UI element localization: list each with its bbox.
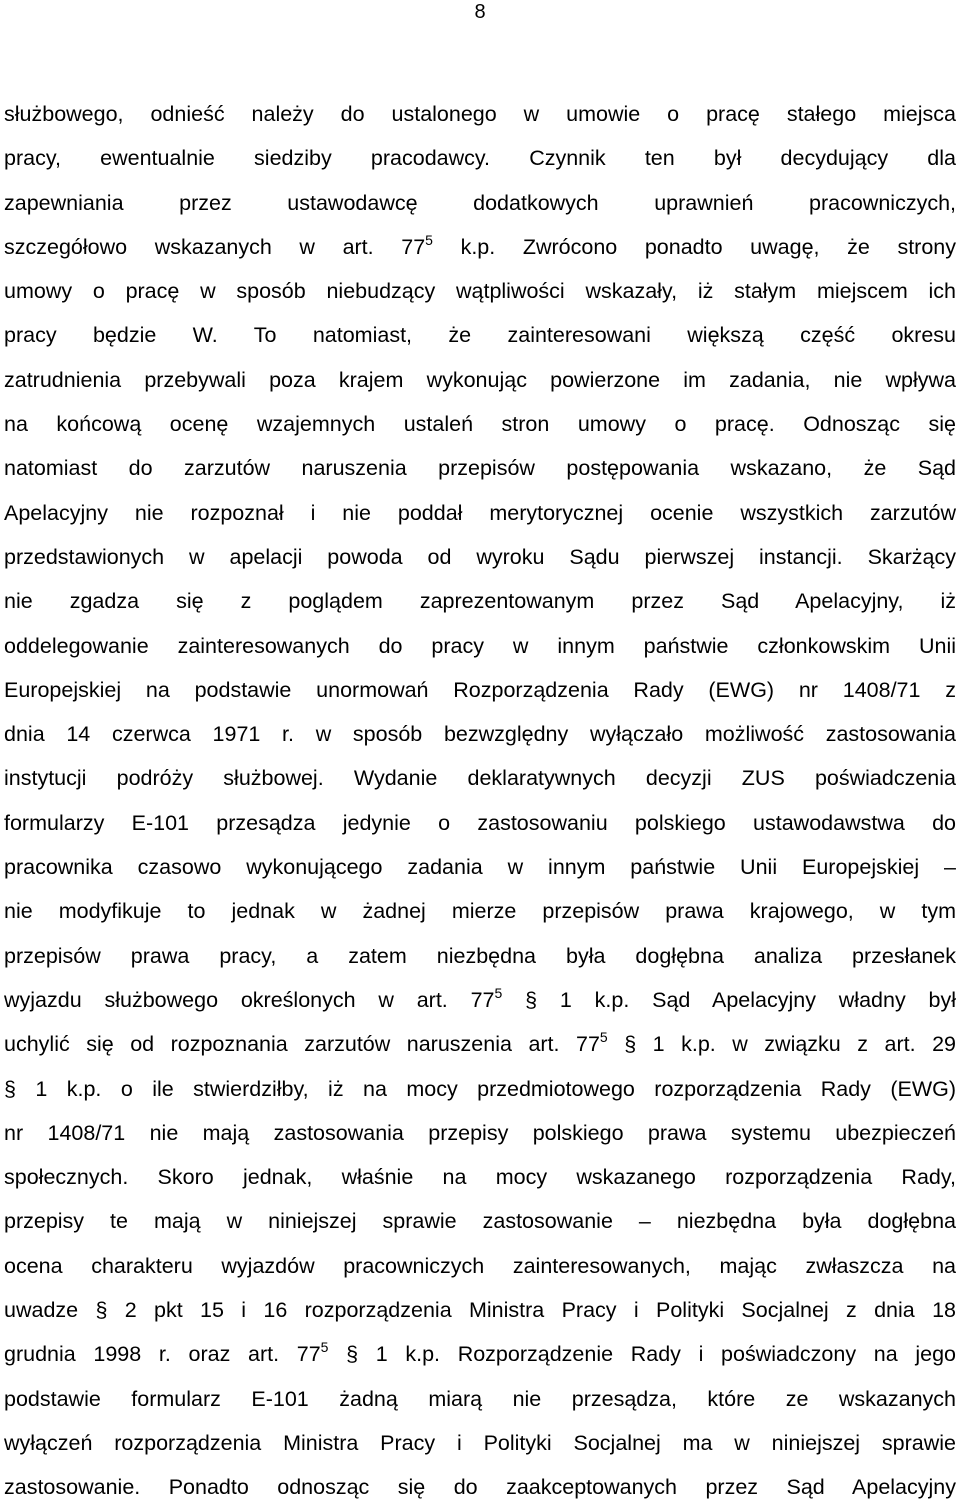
text-line: podstawie formularz E-101 żadną miarą nie przesądza, które ze wskazanych [4, 1386, 956, 1411]
superscript: 5 [425, 231, 433, 248]
text-segment: k.p. Zwrócono ponadto uwagę, że strony [432, 234, 956, 259]
text-line: dnia 14 czerwca 1971 r. w sposób bezwzględny wyłączało możliwość zastosowania [4, 722, 956, 747]
text-line: zastosowanie. Ponadto odnosząc się do zaakceptowanych przez Sąd Apelacyjny [4, 1475, 956, 1500]
text-line: Europejskiej na podstawie unormowań Rozporządzenia Rady (EWG) nr 1408/71 z [4, 677, 956, 702]
text-line: społecznych. Skoro jednak, właśnie na mocy wskazanego rozporządzenia Rady, [4, 1165, 956, 1190]
superscript: 5 [320, 1339, 329, 1356]
text-line: nie modyfikuje to jednak w żadnej mierze przepisów prawa krajowego, w tym [4, 899, 956, 924]
text-line: nr 1408/71 nie mają zastosowania przepisy polskiego prawa systemu ubezpieczeń [4, 1120, 956, 1145]
document-body [4, 92, 956, 1510]
text-line: zapewniania przez ustawodawcę dodatkowych uprawnień pracowniczych, [4, 190, 956, 215]
text-segment: § 1 k.p. Rozporządzenie Rady i poświadczony na jego [328, 1342, 956, 1367]
text-line [4, 225, 956, 269]
text-line: nie zgadza się z poglądem zaprezentowanym przez Sąd Apelacyjny, iż [4, 589, 956, 614]
text-line [4, 1022, 956, 1066]
text-line: pracy będzie W. To natomiast, że zainteresowani większą część okresu [4, 323, 956, 348]
text-segment: § 1 k.p. w związku z art. 29 [607, 1032, 956, 1057]
text-line: oddelegowanie zainteresowanych do pracy w innym państwie członkowskim Unii [4, 633, 956, 658]
text-segment: wyjazdu służbowego określonych w art. 77 [4, 987, 495, 1012]
text-line: uwadze § 2 pkt 15 i 16 rozporządzenia Ministra Pracy i Polityki Socjalnej z dnia 18 [4, 1298, 956, 1323]
text-segment: szczegółowo wskazanych w art. 77 [4, 234, 426, 259]
text-line: przedstawionych w apelacji powoda od wyroku Sądu pierwszej instancji. Skarżący [4, 544, 956, 569]
superscript: 5 [599, 1029, 608, 1046]
text-line [4, 978, 956, 1022]
text-line: Apelacyjny nie rozpoznał i nie poddał merytorycznej ocenie wszystkich zarzutów [4, 500, 956, 525]
text-line [4, 1332, 956, 1376]
text-line: formularzy E-101 przesądza jedynie o zastosowaniu polskiego ustawodawstwa do [4, 810, 956, 835]
text-line: przepisów prawa pracy, a zatem niezbędna była dogłębna analiza przesłanek [4, 943, 956, 968]
text-line: przepisy te mają w niniejszej sprawie zastosowanie – niezbędna była dogłębna [4, 1209, 956, 1234]
text-line: na końcową ocenę wzajemnych ustaleń stron umowy o pracę. Odnosząc się [4, 412, 956, 437]
text-line: natomiast do zarzutów naruszenia przepisów postępowania wskazano, że Sąd [4, 456, 956, 481]
text-segment: grudnia 1998 r. oraz art. 77 [4, 1342, 321, 1367]
text-line: służbowego, odnieść należy do ustalonego w umowie o pracę stałego miejsca [4, 102, 956, 126]
text-line: ocena charakteru wyjazdów pracowniczych zainteresowanych, mając zwłaszcza na [4, 1253, 956, 1278]
text-line: pracy, ewentualnie siedziby pracodawcy. Czynnik ten był decydujący dla [4, 146, 956, 171]
text-line: instytucji podróży służbowej. Wydanie deklaratywnych decyzji ZUS poświadczenia [4, 766, 956, 791]
page-number: 8 [474, 1, 486, 23]
text-segment: § 1 k.p. Sąd Apelacyjny władny był [502, 987, 956, 1012]
superscript: 5 [494, 984, 503, 1001]
text-line: § 1 k.p. o ile stwierdziłby, iż na mocy przedmiotowego rozporządzenia Rady (EWG) [4, 1076, 956, 1101]
text-line: wyłączeń rozporządzenia Ministra Pracy i Polityki Socjalnej ma w niniejszej sprawie [4, 1430, 956, 1455]
text-line: zatrudnienia przebywali poza krajem wykonując powierzone im zadania, nie wpływa [4, 367, 956, 392]
text-segment: uchylić się od rozpoznania zarzutów naruszenia art. 77 [4, 1032, 600, 1057]
text-line: pracownika czasowo wykonującego zadania w innym państwie Unii Europejskiej – [4, 855, 956, 880]
text-line: umowy o pracę w sposób niebudzący wątpliwości wskazały, iż stałym miejscem ich [4, 279, 956, 304]
